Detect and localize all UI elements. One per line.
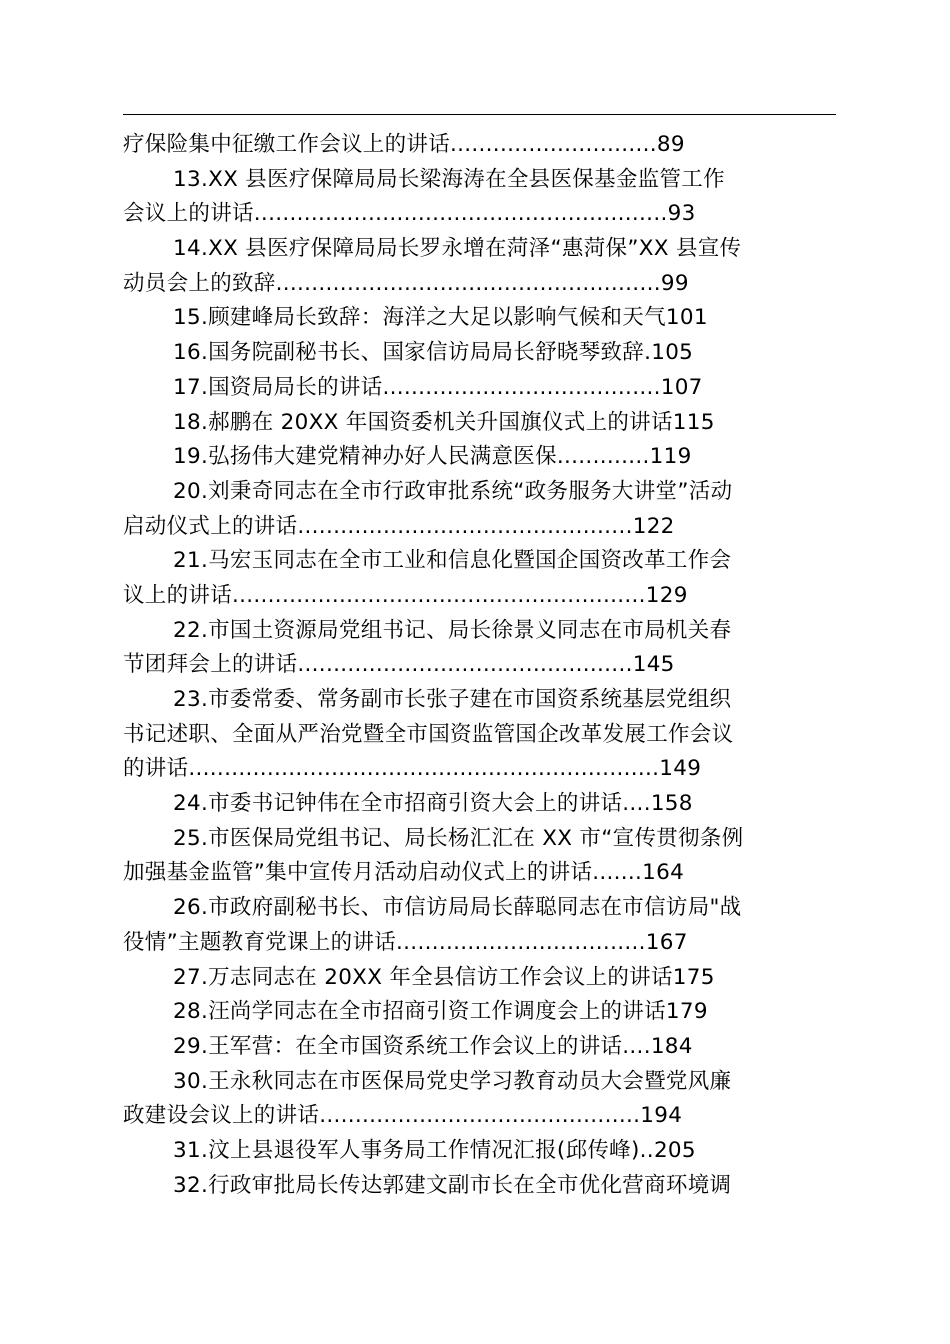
toc-line-text: 32.行政审批局长传达郭建文副市长在全市优化营商环境调 <box>173 1172 732 1198</box>
toc-line <box>123 406 836 441</box>
toc-line-text: 的讲话..................................................................149 <box>123 756 702 782</box>
toc-line-text: 31.汶上县退役军人事务局工作情况汇报(邱传峰)..205 <box>173 1137 696 1163</box>
toc-line-text: 议上的讲话..........................................................129 <box>123 582 688 608</box>
toc-line-text: 14.XX 县医疗保障局局长罗永增在菏泽“惠菏保”XX 县宣传 <box>173 236 742 262</box>
toc-line <box>123 232 836 267</box>
toc-line <box>123 926 836 961</box>
toc-line-text: 20.刘秉奇同志在全市行政审批系统“政务服务大讲堂”活动 <box>173 478 733 504</box>
toc-line <box>123 510 836 545</box>
toc-line-text: 16.国务院副秘书长、国家信访局局长舒晓琴致辞.105 <box>173 340 694 366</box>
toc-line-text: 30.王永秋同志在市医保局党史学习教育动员大会暨党风廉 <box>173 1068 732 1094</box>
toc-line-text: 17.国资局局长的讲话.......................................107 <box>173 374 703 400</box>
toc-line-text: 24.市委书记钟伟在全市招商引资大会上的讲话....158 <box>173 791 693 817</box>
toc-line <box>123 995 836 1030</box>
toc-line <box>123 718 836 753</box>
toc-line-text: 役情”主题教育党课上的讲话...................................167 <box>123 929 688 955</box>
toc-line-text: 会议上的讲话..........................................................93 <box>123 201 696 227</box>
toc-line <box>123 1099 836 1134</box>
toc-line <box>123 614 836 649</box>
toc-line-text: 23.市委常委、常务副市长张子建在市国资系统基层党组织 <box>173 687 732 712</box>
toc-line-text: 25.市医保局党组书记、局长杨汇汇在 XX 市“宣传贯彻条例 <box>173 825 744 851</box>
toc-line <box>123 752 836 787</box>
toc-line-text: 书记述职、全面从严治党暨全市国资监管国企改革发展工作会议 <box>123 721 734 747</box>
toc-line <box>123 1169 836 1204</box>
toc-line <box>123 475 836 510</box>
toc-line <box>123 648 836 683</box>
toc-line <box>123 197 836 232</box>
table-of-contents <box>123 128 836 1203</box>
toc-line-text: 18.郝鹏在 20XX 年国资委机关升国旗仪式上的讲话115 <box>173 409 715 435</box>
toc-line <box>123 856 836 891</box>
toc-line <box>123 301 836 336</box>
toc-line <box>123 544 836 579</box>
toc-line-text: 启动仪式上的讲话...............................................122 <box>123 513 675 539</box>
toc-line <box>123 822 836 857</box>
toc-line-text: 19.弘扬伟大建党精神办好人民满意医保.............119 <box>173 444 692 470</box>
toc-line-text: 节团拜会上的讲话...............................................145 <box>123 652 675 678</box>
toc-line <box>123 683 836 718</box>
toc-line-text: 疗保险集中征缴工作会议上的讲话.............................89 <box>123 132 685 157</box>
header-rule <box>123 114 836 115</box>
toc-line-text: 15.顾建峰局长致辞：海洋之大足以影响气候和天气101 <box>173 305 708 331</box>
toc-line-text: 21.马宏玉同志在全市工业和信息化暨国企国资改革工作会 <box>173 548 732 574</box>
toc-line-text: 27.万志同志在 20XX 年全县信访工作会议上的讲话175 <box>173 964 715 990</box>
toc-line-text: 22.市国土资源局党组书记、局长徐景义同志在市局机关春 <box>173 617 732 643</box>
toc-line <box>123 891 836 926</box>
toc-line <box>123 1134 836 1169</box>
toc-line <box>123 128 836 163</box>
toc-line <box>123 961 836 996</box>
toc-line-text: 政建设会议上的讲话.............................................194 <box>123 1103 683 1129</box>
toc-line <box>123 163 836 198</box>
toc-line-text: 29.王军营：在全市国资系统工作会议上的讲话....184 <box>173 1033 693 1059</box>
toc-line-text: 动员会上的致辞......................................................99 <box>123 270 689 296</box>
toc-line <box>123 579 836 614</box>
toc-line-text: 26.市政府副秘书长、市信访局局长薛聪同志在市信访局"战 <box>173 895 742 921</box>
toc-line-text: 加强基金监管”集中宣传月活动启动仪式上的讲话.......164 <box>123 860 685 886</box>
toc-line <box>123 371 836 406</box>
toc-line <box>123 787 836 822</box>
toc-line <box>123 1065 836 1100</box>
toc-line-text: 13.XX 县医疗保障局局长梁海涛在全县医保基金监管工作 <box>173 166 725 192</box>
toc-line <box>123 440 836 475</box>
toc-line-text: 28.汪尚学同志在全市招商引资工作调度会上的讲话179 <box>173 999 708 1025</box>
toc-line <box>123 267 836 302</box>
toc-line <box>123 1030 836 1065</box>
toc-line <box>123 336 836 371</box>
